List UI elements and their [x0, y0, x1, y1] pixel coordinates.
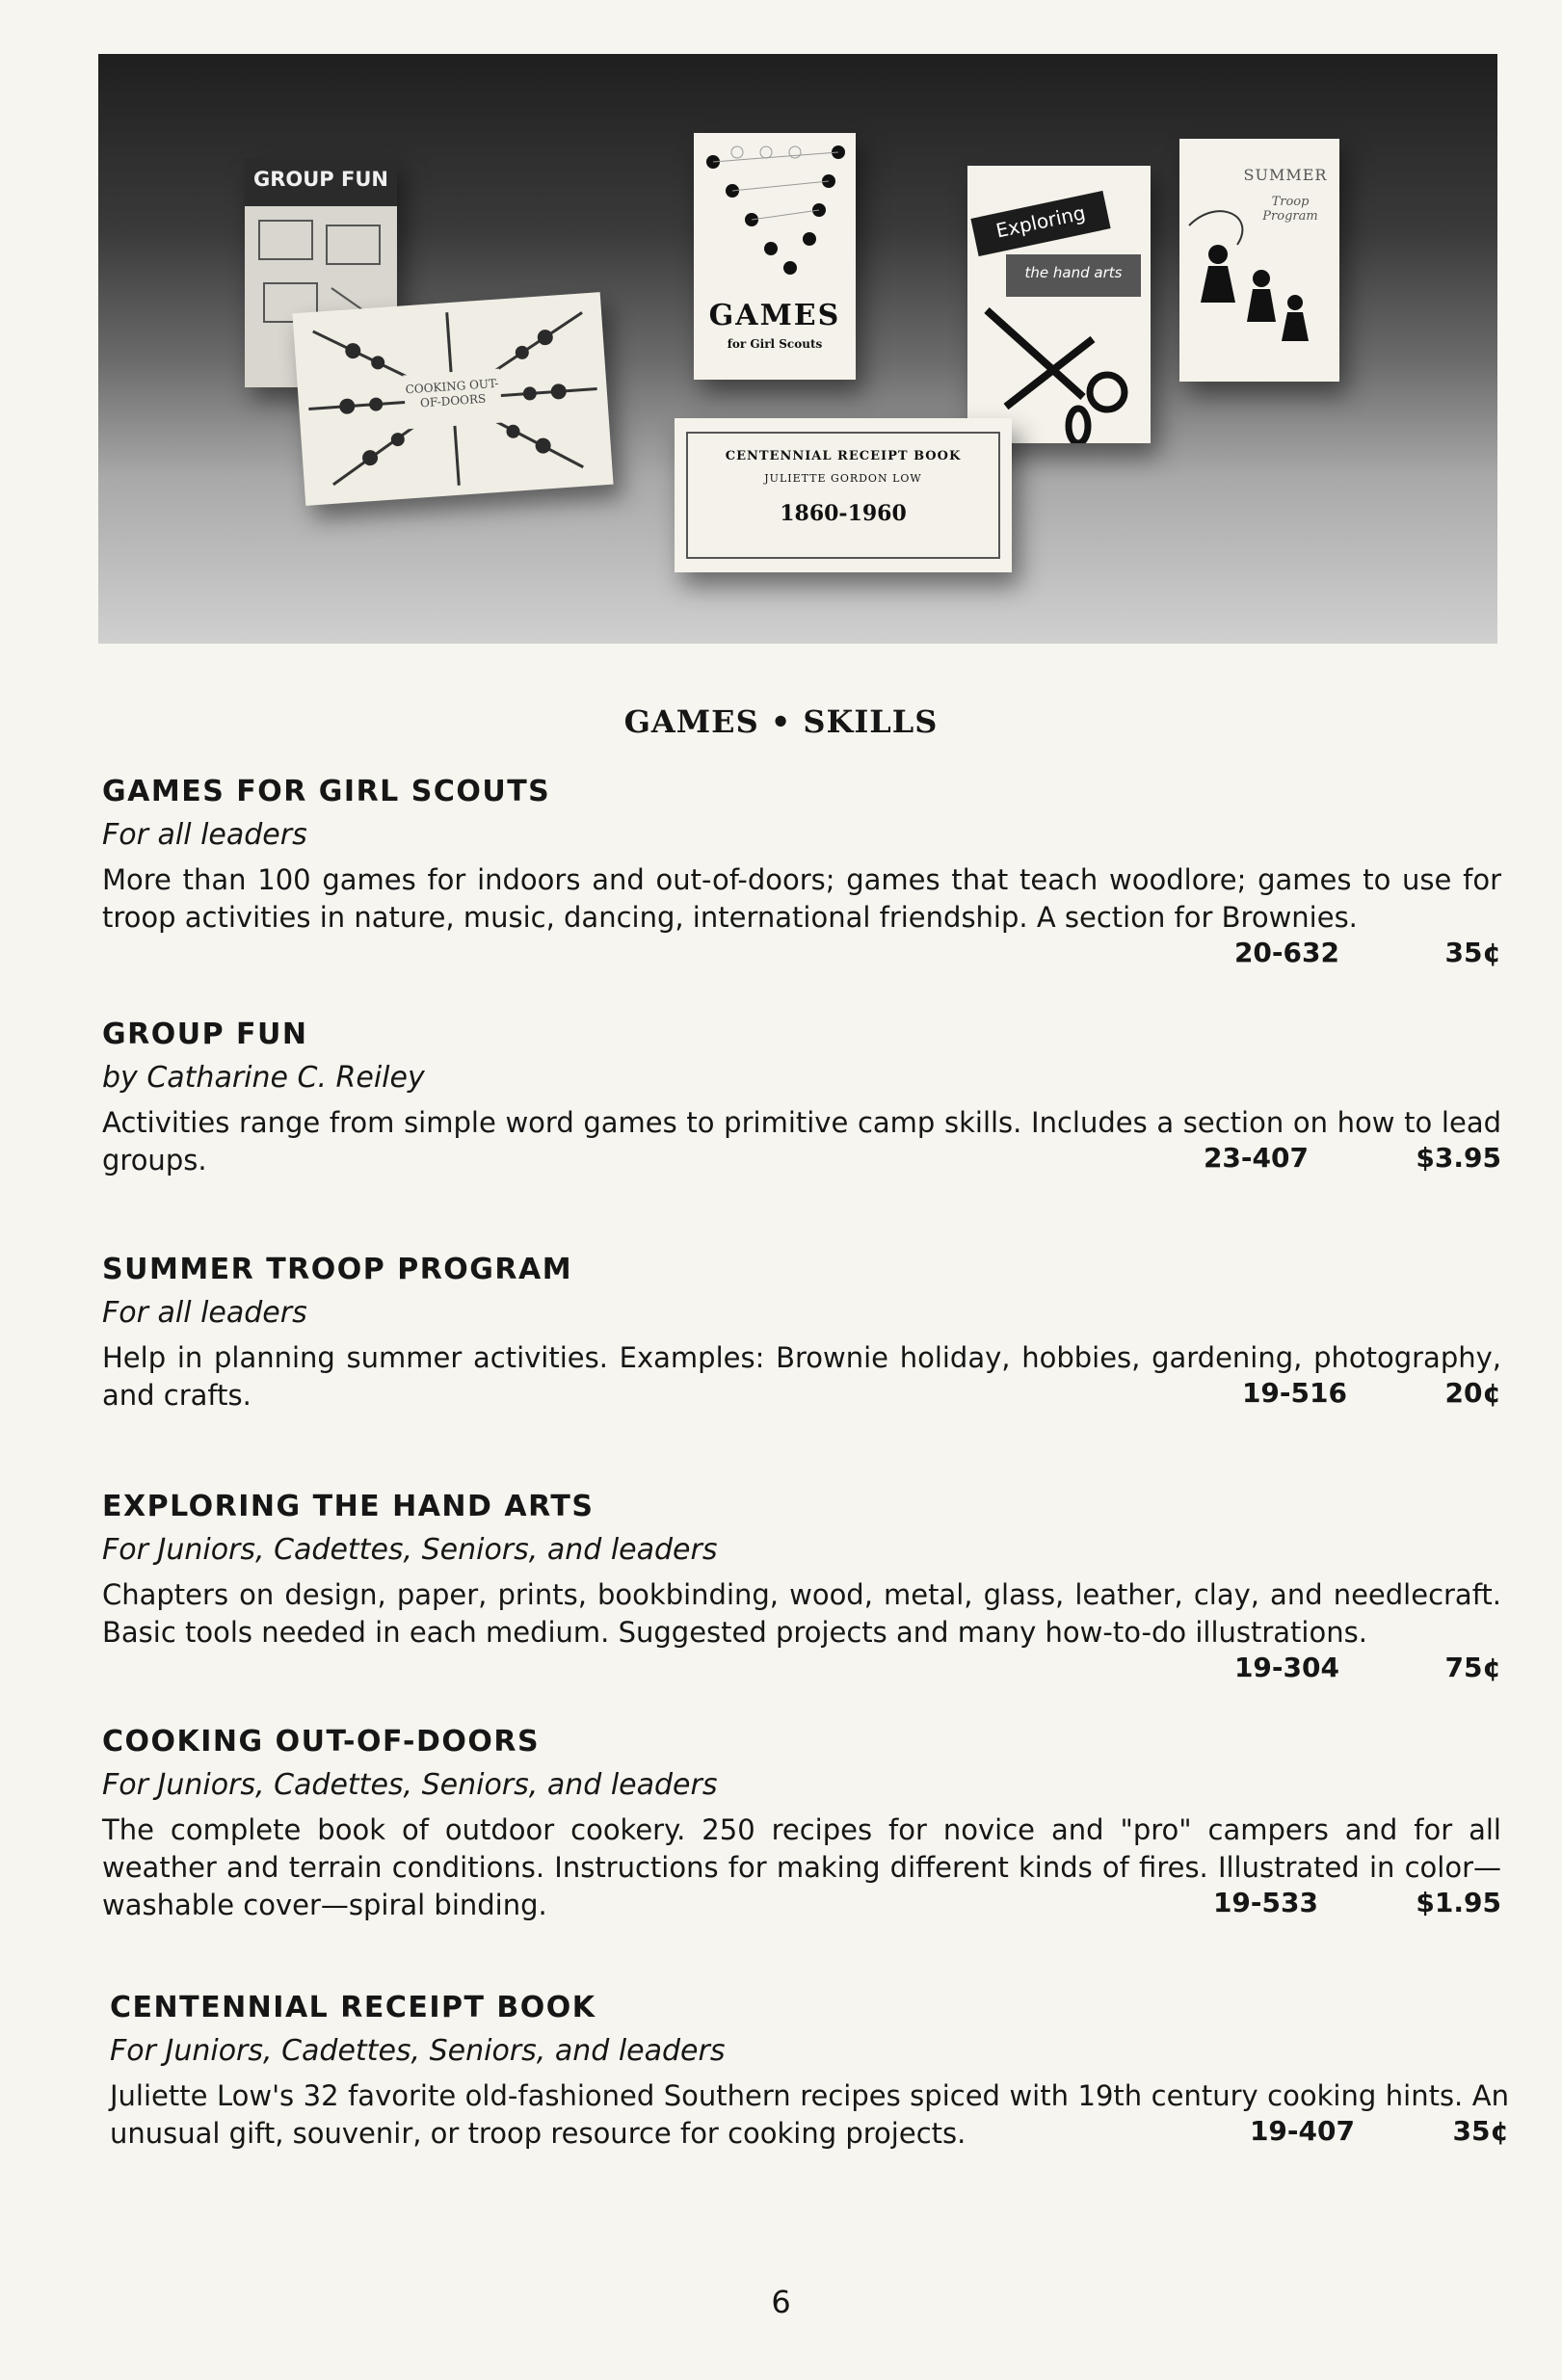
- entry-description: Help in planning summer activities. Examples: Brownie holiday, hobbies, gardening, photography, and crafts.: [102, 1341, 1501, 1412]
- section-title: GAMES • SKILLS: [623, 703, 939, 740]
- entry-title: CENTENNIAL RECEIPT BOOK: [110, 1991, 596, 2024]
- entry-description: Activities range from simple word games to primitive camp skills. Includes a section on how to lead groups.: [102, 1106, 1501, 1177]
- entry-code: 19-407: [1249, 2115, 1355, 2147]
- entry-audience: For Juniors, Cadettes, Seniors, and leaders: [102, 1768, 718, 1802]
- book-summer-title: SUMMER: [1243, 166, 1328, 184]
- entry-order-info: [102, 1377, 1501, 1415]
- book-cooking-out-of-doors: [292, 292, 613, 506]
- entry-description: The complete book of outdoor cookery. 250 recipes for novice and "pro" campers and for all weather and terrain conditions. Instructions for making different kinds of fires. Illustrated in color—washable cover—spiral binding.: [102, 1813, 1501, 1921]
- entry-code: 23-407: [1203, 1142, 1309, 1174]
- entry-code: 20-632: [1233, 937, 1339, 968]
- book-receipt-years: 1860-1960: [780, 501, 907, 526]
- entry-description: Juliette Low's 32 favorite old-fashioned Southern recipes spiced with 19th century cooking hints. An unusual gift, souvenir, or troop resource for cooking projects.: [110, 2079, 1509, 2150]
- entry-order-info: [102, 1652, 1501, 1689]
- entry-audience: For all leaders: [102, 1296, 307, 1330]
- entry-price: $3.95: [1416, 1142, 1501, 1174]
- entry-order-info: [102, 1887, 1501, 1924]
- entry-price: $1.95: [1416, 1887, 1501, 1918]
- page-number: 6: [771, 2284, 791, 2320]
- book-summer-troop-program: [1179, 139, 1339, 382]
- entry-order-info: [102, 937, 1501, 974]
- entry-price: 35¢: [1452, 2115, 1509, 2147]
- book-cooking-title: COOKING OUT-OF-DOORS: [405, 376, 499, 410]
- entry-title: GROUP FUN: [102, 1018, 308, 1051]
- entry-description: Chapters on design, paper, prints, bookbinding, wood, metal, glass, leather, clay, and needlecraft. Basic tools needed in each medium. Suggested projects and many how-to-do illustrations.: [102, 1578, 1501, 1649]
- entry-code: 19-533: [1212, 1887, 1318, 1918]
- entry-games-for-girl-scouts: [102, 775, 1501, 974]
- entry-cooking-out-of-doors: [102, 1725, 1501, 1924]
- book-games: [694, 133, 856, 380]
- book-games-subtitle: for Girl Scouts: [727, 337, 823, 351]
- entry-title: SUMMER TROOP PROGRAM: [102, 1253, 573, 1286]
- entry-audience: For all leaders: [102, 818, 307, 852]
- book-receipt-title: CENTENNIAL RECEIPT BOOK: [725, 449, 962, 463]
- book-exploring-hand-arts: [967, 166, 1151, 443]
- summer-figures-illustration: [1179, 187, 1339, 380]
- entry-audience: For Juniors, Cadettes, Seniors, and leaders: [110, 2034, 726, 2068]
- games-dots-illustration: [694, 133, 856, 287]
- book-games-title: GAMES: [708, 299, 841, 332]
- entry-title: EXPLORING THE HAND ARTS: [102, 1490, 595, 1523]
- booklets-photo: [98, 54, 1497, 644]
- book-receipt-subtitle: JULIETTE GORDON LOW: [764, 472, 922, 485]
- entry-group-fun: [102, 1018, 1501, 1179]
- book-hand-arts-title: the hand arts: [1024, 264, 1123, 281]
- entry-audience: by Catharine C. Reiley: [102, 1061, 425, 1095]
- entry-price: 20¢: [1444, 1377, 1501, 1409]
- entry-code: 19-304: [1233, 1652, 1339, 1683]
- book-centennial-receipt: [675, 418, 1012, 572]
- entry-description: More than 100 games for indoors and out-of-doors; games that teach woodlore; games to use for troop activities in nature, music, dancing, international friendship. A section for Brownies.: [102, 863, 1501, 934]
- entry-title: GAMES FOR GIRL SCOUTS: [102, 775, 551, 808]
- entry-price: 35¢: [1444, 937, 1501, 968]
- entry-title: COOKING OUT-OF-DOORS: [102, 1725, 541, 1759]
- book-group-fun-title: GROUP FUN: [253, 168, 388, 191]
- entry-price: 75¢: [1444, 1652, 1501, 1683]
- entry-order-info: [102, 1142, 1501, 1179]
- entry-summer-troop-program: [102, 1253, 1501, 1415]
- entry-centennial-receipt-book: [110, 1991, 1509, 2153]
- entry-code: 19-516: [1241, 1377, 1347, 1409]
- book-exploring-title: Exploring: [993, 200, 1088, 243]
- entry-audience: For Juniors, Cadettes, Seniors, and leaders: [102, 1533, 718, 1567]
- entry-order-info: [110, 2115, 1509, 2153]
- entry-exploring-the-hand-arts: [102, 1490, 1501, 1689]
- book-summer-subtitle: Troop Program: [1262, 195, 1318, 224]
